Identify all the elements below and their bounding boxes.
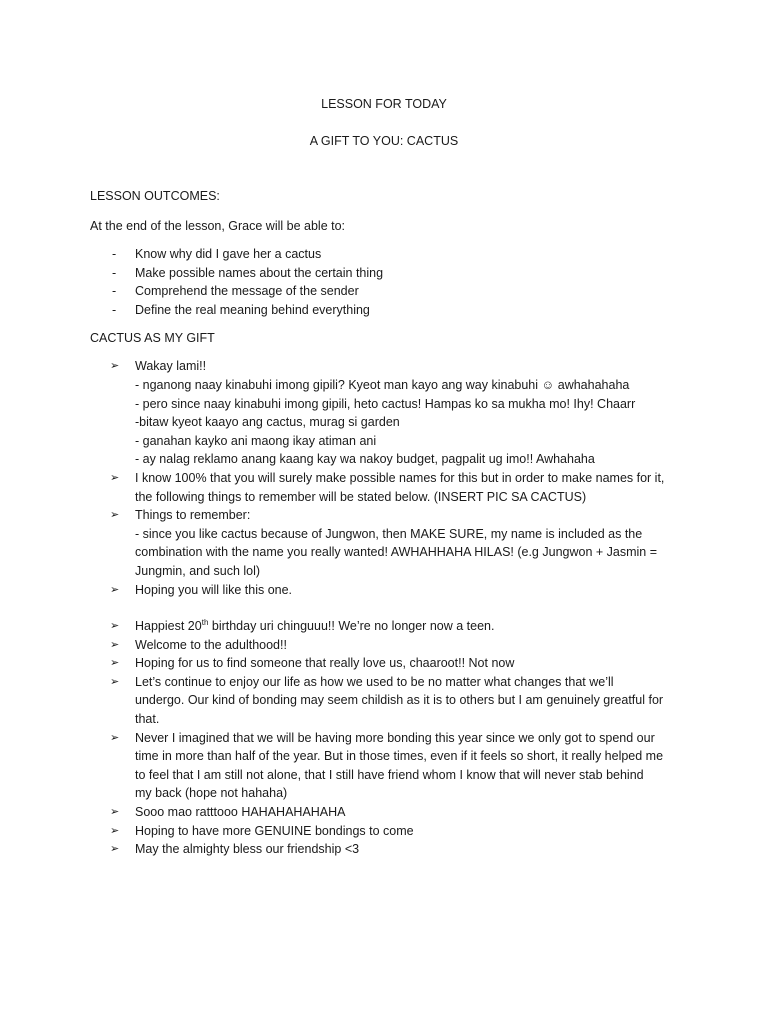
list-item: ➢ Wakay lami!! - nganong naay kinabuhi imong gipili? Kyeot man kayo ang way kinabuhi ☺ awhahahaha - pero since naay kinabuhi imong gipili, heto cactus! Hampas ko sa mukha mo! Ihy! Chaarr -bitaw kyeot kaayo ang cactus, murag si garden - ganahan kayko ani maong ikay atiman ani - ay nalag reklamo anang kaang kay wa nakoy budget, pagpalit ug imo!! Awhahaha (110, 359, 636, 467)
wish-list (90, 617, 690, 859)
dash-marker: - (112, 247, 117, 261)
gift-heading: CACTUS AS MY GIFT (90, 331, 215, 346)
arrow-bullet-icon: ➢ (110, 582, 120, 596)
page-title: LESSON FOR TODAY (321, 97, 447, 111)
list-item: ➢ Let’s continue to enjoy our life as how we used to be no matter what changes that we’ll undergo. Our kind of bonding may seem childish as it is to others but I am genuinely greatful for that. (110, 674, 664, 727)
gift-list (90, 357, 690, 599)
list-item: - Comprehend the message of the sender (90, 282, 690, 301)
arrow-bullet-icon: ➢ (110, 805, 120, 819)
document-page (90, 92, 690, 859)
list-item: ➢ Welcome to the adulthood!! (90, 636, 690, 655)
dash-marker: - (112, 265, 117, 280)
list-item: ➢ Never I imagined that we will be having more bonding this year since we only got to spend our time in more than half of the year. But in those times, even if it feels so short, it really helped me to feel that I am still not alone, that I still have friend whom I know that will never stab behind my back (hope not hahaha) (110, 730, 664, 801)
arrow-bullet-icon: ➢ (110, 619, 120, 633)
outcomes-list (90, 245, 690, 319)
outcomes-intro: At the end of the lesson, Grace will be able to: (90, 219, 346, 233)
list-item: - Define the real meaning behind everything (90, 301, 690, 320)
arrow-bullet-icon: ➢ (110, 674, 120, 688)
list-item: ➢ Hoping for us to find someone that really love us, chaaroot!! Not now (90, 654, 690, 673)
arrow-bullet-icon: ➢ (110, 730, 120, 744)
arrow-bullet-icon: ➢ (110, 823, 120, 837)
list-item: ➢ I know 100% that you will surely make possible names for this but in order to make names for it, the following things to remember will be stated below. (INSERT PIC SA CACTUS) (110, 470, 665, 504)
dash-marker: - (112, 302, 117, 317)
list-item: ➢ Hoping to have more GENUINE bondings to come (90, 822, 690, 841)
dash-marker: - (112, 284, 117, 299)
arrow-bullet-icon: ➢ (110, 359, 120, 373)
arrow-bullet-icon: ➢ (110, 637, 120, 651)
list-item: - Make possible names about the certain thing (90, 264, 690, 283)
arrow-bullet-icon: ➢ (110, 842, 120, 856)
outcomes-heading: LESSON OUTCOMES: (90, 189, 220, 203)
list-item: - Know why did I gave her a cactus (90, 245, 690, 264)
list-item (90, 617, 690, 636)
arrow-bullet-icon: ➢ (110, 508, 120, 522)
list-item: ➢ May the almighty bless our friendship <3 (90, 840, 690, 859)
list-item: ➢ Sooo mao ratttooo HAHAHAHAHAHA (90, 803, 690, 822)
arrow-bullet-icon: ➢ (110, 470, 120, 484)
birthday-line: Happiest 20th birthday uri chinguuu!! We’re no longer now a teen. (135, 617, 495, 634)
list-item: ➢ Things to remember: - since you like cactus because of Jungwon, then MAKE SURE, my name is included as the combination with the name you really wanted! AWHAHHAHA HILAS! (e.g Jungwon + Jasmin = Jungmin, and such lol) (110, 508, 658, 578)
page-subtitle: A GIFT TO YOU: CACTUS (309, 134, 459, 148)
arrow-bullet-icon: ➢ (110, 656, 120, 670)
list-item: ➢ Hoping you will like this one. (90, 581, 690, 600)
